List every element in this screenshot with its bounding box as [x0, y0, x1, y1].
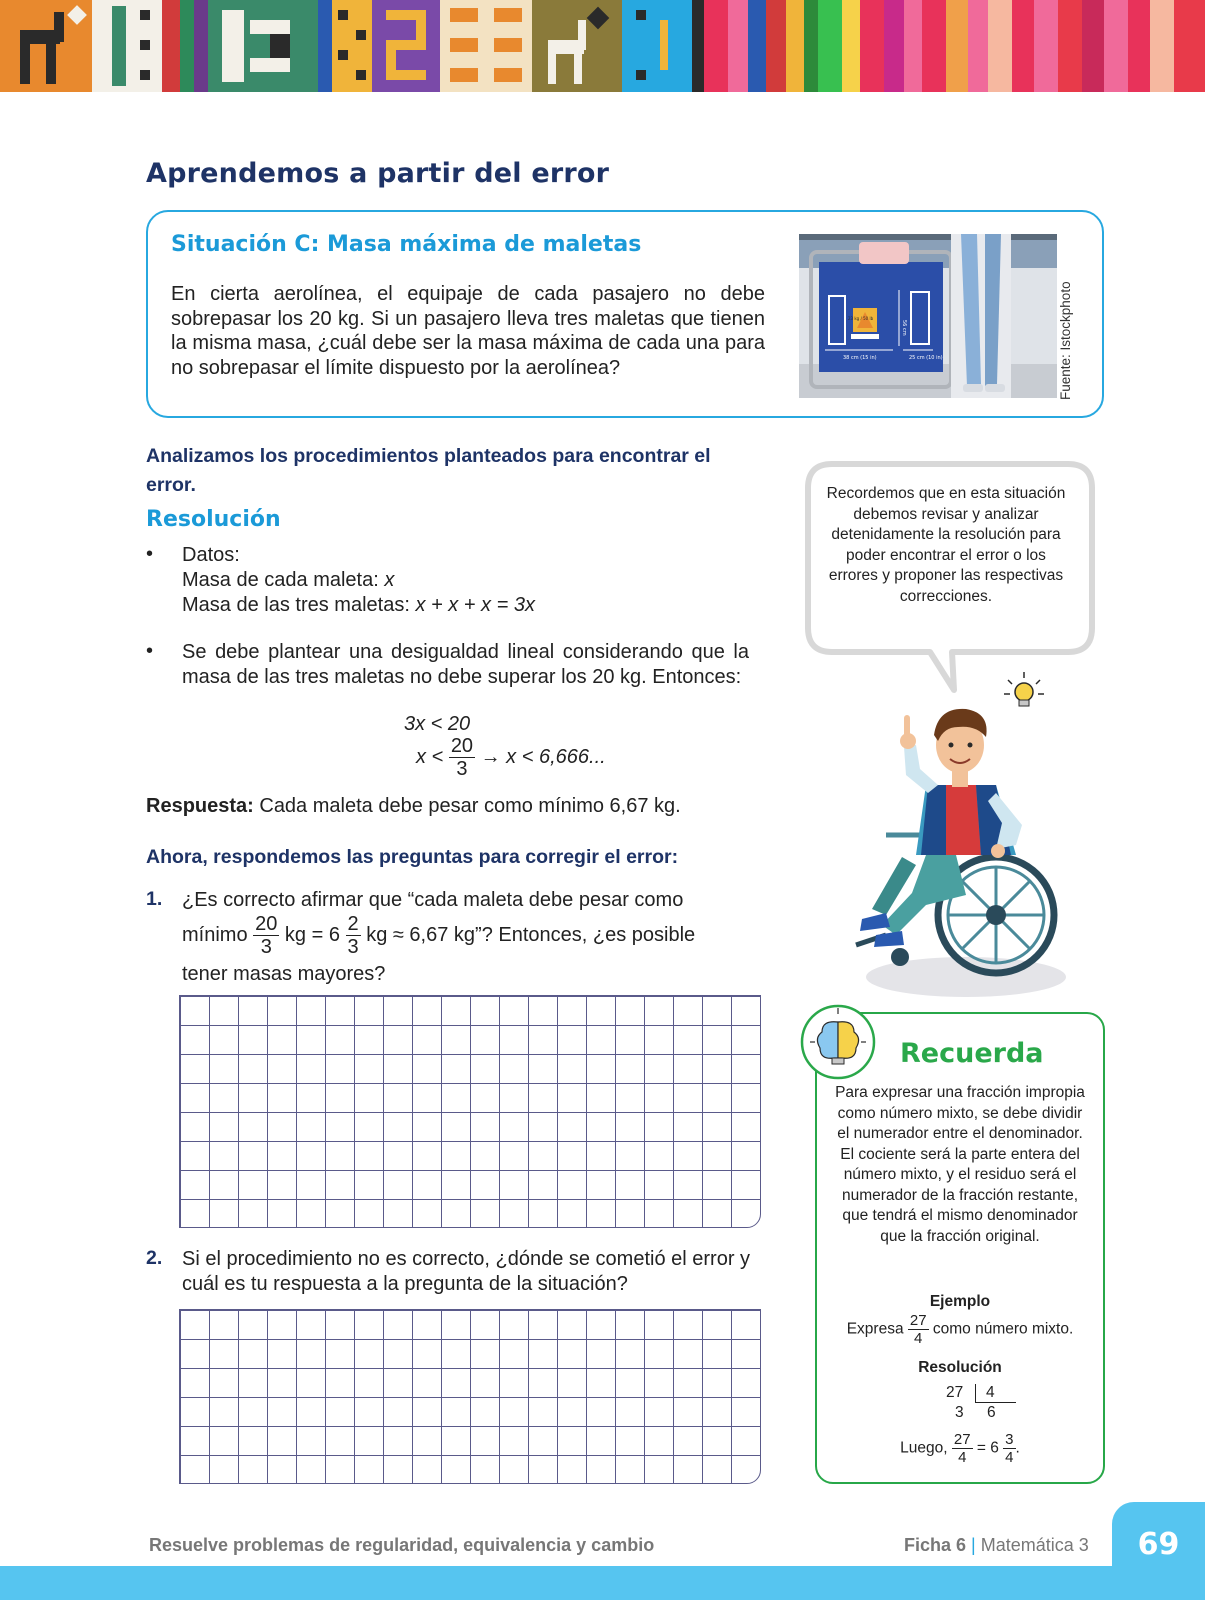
division-dividend: 27	[946, 1384, 964, 1401]
answer-label: Respuesta:	[146, 795, 254, 817]
situation-text: En cierta aerolínea, el equipaje de cada pasajero no debe sobrepasar los 20 kg. Si un pasajero lleva tres maletas que tienen la misma masa, ¿cuál debe ser la masa máxima de cada una para no sobrepasar el límite dispuesto por la aerolínea?	[171, 283, 765, 379]
fraction-27-4-result	[952, 1432, 973, 1465]
recuerda-text: Para expresar una fracción impropia como número mixto, se debe dividir el numerador entre el denominador. El cociente será la parte entera del número mixto, y el residuo será el numerador de la fracción restante, que tendrá el mismo denominador que la fracción original.	[835, 1084, 1085, 1245]
data-line-1-var: x	[384, 569, 395, 591]
data-line-1-text: Masa de cada maleta:	[182, 569, 385, 591]
bullet-dot: •	[146, 640, 154, 662]
answer-grid-2[interactable]	[179, 1309, 761, 1484]
data-line-1	[182, 568, 742, 593]
result-line	[832, 1432, 1088, 1465]
recuerda-title: Recuerda	[900, 1038, 1044, 1069]
sign-label-depth: 25 cm (10 in)	[909, 355, 943, 361]
fraction-den: 4	[914, 1330, 923, 1347]
division-quotient: 6	[987, 1404, 996, 1421]
data-line-2-expr: x + x + x = 3x	[415, 594, 535, 616]
analyze-intro: Analizamos los procedimientos planteados para encontrar el error.	[146, 445, 711, 496]
sign-label-width: 38 cm (15 in)	[843, 355, 877, 361]
question-2-number: 2.	[146, 1247, 163, 1269]
inequality-1	[404, 712, 470, 737]
footer-subject: Matemática 3	[980, 1535, 1089, 1555]
photo-credit: Fuente: Istockphoto	[1058, 281, 1073, 400]
inequality-2-right: → x < 6,666...	[480, 745, 606, 768]
fraction-3-4-result	[1003, 1432, 1015, 1465]
question-1-line-1: ¿Es correcto afirmar que “cada maleta debe pesar como	[182, 889, 684, 911]
q1-mid1: kg = 6	[279, 923, 346, 946]
q1-mid2: kg ≈ 6,67 kg”? Entonces, ¿es posible	[360, 923, 696, 946]
footer-competency: Resuelve problemas de regularidad, equivalencia y cambio	[149, 1535, 655, 1555]
question-1-number: 1.	[146, 888, 163, 910]
inequality-2-left: x <	[416, 745, 444, 768]
q1-pre: mínimo	[182, 923, 254, 946]
bullet-dot: •	[146, 543, 154, 565]
footer-ficha-label: Ficha 6	[904, 1535, 967, 1555]
fraction-den: 3	[347, 936, 359, 958]
textile-banner	[0, 0, 1205, 92]
fraction-20-3-q1	[253, 914, 279, 957]
result-eq: = 6	[972, 1439, 1004, 1457]
fraction-num: 20	[450, 735, 474, 757]
recuerda-resolution-label: Resolución	[918, 1359, 1002, 1376]
data-line-2	[182, 593, 742, 618]
sign-label-height: 56 cm	[901, 320, 907, 336]
fraction-num: 3	[1005, 1431, 1014, 1448]
section-title: Aprendemos a partir del error	[146, 158, 610, 189]
fraction-num: 20	[255, 913, 278, 935]
fraction-den: 4	[958, 1449, 967, 1466]
wheelchair-student-illustration	[846, 705, 1086, 1003]
footer-separator: |	[966, 1535, 981, 1555]
answer-text: Cada maleta debe pesar como mínimo 6,67 kg.	[253, 795, 681, 817]
example-line	[832, 1313, 1088, 1346]
brain-icon	[798, 1002, 878, 1082]
division-divisor: 4	[975, 1384, 1016, 1403]
luggage-photo	[799, 234, 1057, 398]
result-end: .	[1015, 1439, 1020, 1457]
fraction-20-3	[449, 736, 475, 779]
situation-title: Situación C: Masa máxima de maletas	[171, 232, 642, 257]
footer-bar	[0, 1566, 1205, 1600]
answer-line	[146, 794, 681, 819]
bubble-text: Recordemos que en esta situación debemos revisar y analizar detenidamente la resolución para poder encontrar el error o los errores y proponer las respectivas correcciones.	[826, 485, 1066, 605]
questions-heading: Ahora, respondemos las preguntas para corregir el error:	[146, 846, 679, 868]
fraction-den: 3	[260, 936, 272, 958]
data-block	[182, 543, 742, 618]
result-luego: Luego,	[900, 1439, 952, 1457]
example-pre: Expresa	[846, 1320, 908, 1338]
question-1-line-2	[182, 914, 695, 957]
question-2-text: Si el procedimiento no es correcto, ¿dónde se cometió el error y cuál es tu respuesta a la pregunta de la situación?	[182, 1248, 751, 1295]
fraction-den: 3	[456, 758, 468, 780]
page-number: 69	[1137, 1527, 1180, 1562]
example-label: Ejemplo	[929, 1293, 991, 1310]
bullet-2-text: Se debe plantear una desigualdad lineal considerando que la masa de las tres maletas no debe superar los 20 kg. Entonces:	[182, 641, 749, 688]
fraction-2-3-q1	[346, 914, 361, 957]
resolution-heading: Resolución	[146, 507, 281, 532]
data-line-2-text: Masa de las tres maletas:	[182, 594, 416, 616]
question-1-line-3: tener masas mayores?	[182, 963, 386, 985]
fraction-num: 2	[347, 913, 359, 935]
inequality-2	[416, 736, 606, 779]
footer-ficha	[904, 1535, 1089, 1556]
fraction-den: 4	[1005, 1449, 1014, 1466]
data-label: Datos:	[182, 544, 240, 566]
inequality-1-text: 3x < 20	[404, 713, 471, 735]
division-remainder: 3	[955, 1404, 964, 1421]
example-post: como número mixto.	[928, 1320, 1074, 1338]
fraction-num: 27	[909, 1312, 927, 1329]
fraction-27-4	[908, 1313, 929, 1346]
sign-label-weight: 23 kg / 50 lb	[848, 316, 874, 321]
answer-grid-1[interactable]	[179, 995, 761, 1228]
fraction-num: 27	[953, 1431, 971, 1448]
